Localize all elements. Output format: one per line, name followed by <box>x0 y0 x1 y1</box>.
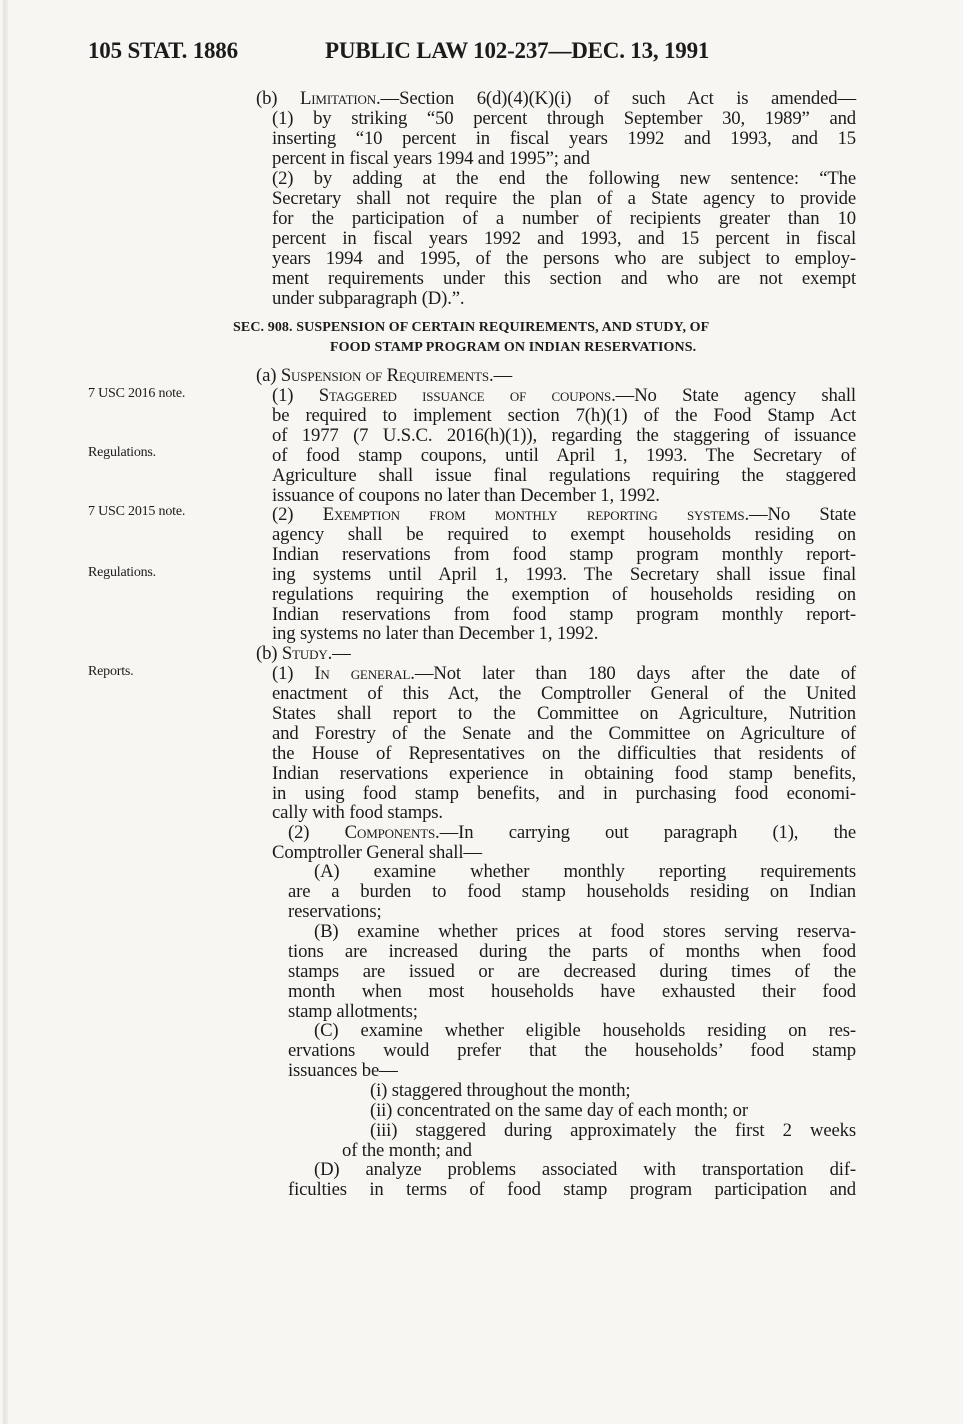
line-text: (A) examine whether monthly reporting requirements <box>314 861 856 882</box>
line-text: tions are increased during the parts of months when food <box>288 941 856 962</box>
paragraph-heading: Suspension of Requirements. <box>280 365 494 386</box>
paragraph-heading: Staggered issuance of coupons. <box>318 385 616 406</box>
paragraph-number: (b) <box>256 643 282 664</box>
margin-note-reports: Reports. <box>88 664 134 679</box>
line-text: —In carrying out paragraph (1), the <box>439 822 856 843</box>
body-line <box>272 129 856 149</box>
body-line <box>272 565 856 585</box>
line-text: reservations; <box>288 901 382 922</box>
line-text: —Section 6(d)(4)(K)(i) of such Act is amended— <box>380 88 856 109</box>
line-text: issuance of coupons no later than December 1, 1992. <box>272 485 660 506</box>
line-text: (1) by striking “50 percent through September 30, 1989” and <box>272 108 856 129</box>
body-line <box>314 1160 856 1180</box>
paragraph-number: (1) <box>272 663 315 684</box>
line-text: be required to implement section 7(h)(1) of the Food Stamp Act <box>272 405 856 426</box>
line-text: inserting “10 percent in fiscal years 1992 and 1993, and 15 <box>272 128 856 149</box>
page-number: 105 STAT. 1886 <box>88 38 238 63</box>
body-line <box>288 823 856 843</box>
line-text: ing systems no later than December 1, 1992. <box>272 623 599 644</box>
body-line <box>272 386 856 406</box>
margin-note-regulations: Regulations. <box>88 445 156 460</box>
line-text: for the participation of a number of recipients greater than 10 <box>272 208 856 229</box>
line-text: —No State agency shall <box>615 385 856 406</box>
line-text: — <box>493 365 513 386</box>
line-text: of the month; and <box>342 1140 472 1161</box>
line-text: (B) examine whether prices at food stores serving reserva- <box>314 921 856 942</box>
line-text: cally with food stamps. <box>272 802 443 823</box>
body-line <box>272 744 856 764</box>
line-text: regulations requiring the exemption of households residing on <box>272 584 856 605</box>
line-text: States shall report to the Committee on Agriculture, Nutrition <box>272 703 856 724</box>
line-text: —No State <box>748 504 856 525</box>
body-line <box>256 644 351 664</box>
line-text: percent in fiscal years 1992 and 1993, and 15 percent in fiscal <box>272 228 856 249</box>
paragraph-number: (2) <box>288 822 345 843</box>
line-text: stamps are issued or are decreased during times of the <box>288 961 856 982</box>
body-line <box>288 1002 418 1022</box>
line-text: Secretary shall not require the plan of a State agency to provide <box>272 188 856 209</box>
margin-note-usc-2015: 7 USC 2015 note. <box>88 504 186 519</box>
line-text: Agriculture shall issue final regulations requiring the staggered <box>272 465 856 486</box>
paragraph-number: (1) <box>272 385 319 406</box>
line-text: ment requirements under this section and who are not exempt <box>272 268 856 289</box>
line-text: (ii) concentrated on the same day of each month; or <box>370 1100 748 1121</box>
body-line <box>314 1021 856 1041</box>
body-line <box>272 803 443 823</box>
line-text: the House of Representatives on the difficulties that residents of <box>272 743 856 764</box>
paragraph-heading: Components. <box>344 822 440 843</box>
body-line <box>272 704 856 724</box>
body-line <box>288 962 856 982</box>
line-text: of food stamp coupons, until April 1, 1993. The Secretary of <box>272 445 856 466</box>
body-line <box>288 1041 856 1061</box>
body-line <box>272 269 856 289</box>
body-line <box>370 1081 630 1101</box>
body-line <box>272 426 856 446</box>
body-line <box>288 942 856 962</box>
body-line <box>370 1121 856 1141</box>
line-text: of 1977 (7 U.S.C. 2016(h)(1)), regarding the staggering of issuance <box>272 425 856 446</box>
body-line <box>272 446 856 466</box>
line-text: are a burden to food stamp households residing on Indian <box>288 881 856 902</box>
body-line <box>272 486 660 506</box>
margin-note-usc-2016: 7 USC 2016 note. <box>88 386 186 401</box>
body-line <box>272 784 856 804</box>
paragraph-number: (a) <box>256 365 281 386</box>
section-heading-line: SEC. 908. SUSPENSION OF CERTAIN REQUIREMENTS, AND STUDY, OF <box>233 320 710 335</box>
body-line <box>272 169 856 189</box>
paragraph-heading: Study. <box>281 643 333 664</box>
body-line <box>272 149 590 169</box>
body-line <box>272 229 856 249</box>
line-text: and Forestry of the Senate and the Committee on Agriculture of <box>272 723 856 744</box>
body-line <box>272 289 464 309</box>
body-line <box>342 1141 472 1161</box>
paragraph-number: (2) <box>272 504 323 525</box>
body-line <box>288 1180 856 1200</box>
line-text: month when most households have exhausted their food <box>288 981 856 1002</box>
body-line <box>272 764 856 784</box>
body-line <box>272 585 856 605</box>
body-line <box>370 1101 748 1121</box>
line-text: Indian reservations experience in obtaining food stamp benefits, <box>272 763 856 784</box>
body-line <box>272 624 598 644</box>
body-line <box>314 862 856 882</box>
body-line <box>272 545 856 565</box>
body-line <box>288 902 382 922</box>
body-line <box>272 249 856 269</box>
body-line <box>272 843 482 863</box>
body-line <box>288 882 856 902</box>
line-text: Indian reservations from food stamp program monthly report- <box>272 604 856 625</box>
body-line <box>272 505 856 525</box>
body-line <box>272 209 856 229</box>
body-line <box>272 724 856 744</box>
body-line <box>272 664 856 684</box>
line-text: percent in fiscal years 1994 and 1995”; and <box>272 148 590 169</box>
line-text: (C) examine whether eligible households residing on res- <box>314 1020 856 1041</box>
line-text: agency shall be required to exempt households residing on <box>272 524 856 545</box>
body-line <box>272 684 856 704</box>
page-edge-shadow <box>3 0 8 1424</box>
line-text: under subparagraph (D).”. <box>272 288 465 309</box>
line-text: ervations would prefer that the households’ food stamp <box>288 1040 856 1061</box>
line-text: Indian reservations from food stamp program monthly report- <box>272 544 856 565</box>
line-text: in using food stamp benefits, and in purchasing food economi- <box>272 783 856 804</box>
body-line <box>288 1061 398 1081</box>
line-text: issuances be— <box>288 1060 398 1081</box>
line-text: (iii) staggered during approximately the first 2 weeks <box>370 1120 856 1141</box>
law-title: PUBLIC LAW 102-237—DEC. 13, 1991 <box>325 38 710 63</box>
body-line <box>272 605 856 625</box>
line-text: (i) staggered throughout the month; <box>370 1080 631 1101</box>
body-line <box>288 982 856 1002</box>
paragraph-heading: In general. <box>314 663 415 684</box>
line-text: (D) analyze problems associated with transportation dif- <box>314 1159 856 1180</box>
line-text: (2) by adding at the end the following new sentence: “The <box>272 168 856 189</box>
line-text: Comptroller General shall— <box>272 842 482 863</box>
paragraph-number: (b) <box>256 88 300 109</box>
line-text: —Not later than 180 days after the date of <box>414 663 856 684</box>
body-line <box>272 189 856 209</box>
line-text: years 1994 and 1995, of the persons who are subject to employ- <box>272 248 856 269</box>
line-text: enactment of this Act, the Comptroller General of the United <box>272 683 856 704</box>
paragraph-heading: Limitation. <box>299 88 381 109</box>
body-line <box>272 406 856 426</box>
margin-note-regulations: Regulations. <box>88 565 156 580</box>
body-line <box>272 466 856 486</box>
line-text: ficulties in terms of food stamp program participation and <box>288 1179 856 1200</box>
body-line <box>272 109 856 129</box>
body-line <box>256 89 856 109</box>
line-text: stamp allotments; <box>288 1001 418 1022</box>
paragraph-heading: Exemption from monthly reporting systems. <box>322 504 749 525</box>
line-text: — <box>332 643 351 664</box>
body-line <box>256 366 512 386</box>
section-heading-line: FOOD STAMP PROGRAM ON INDIAN RESERVATIONS. <box>330 340 697 355</box>
line-text: ing systems until April 1, 1993. The Secretary shall issue final <box>272 564 856 585</box>
body-line <box>272 525 856 545</box>
body-line <box>314 922 856 942</box>
